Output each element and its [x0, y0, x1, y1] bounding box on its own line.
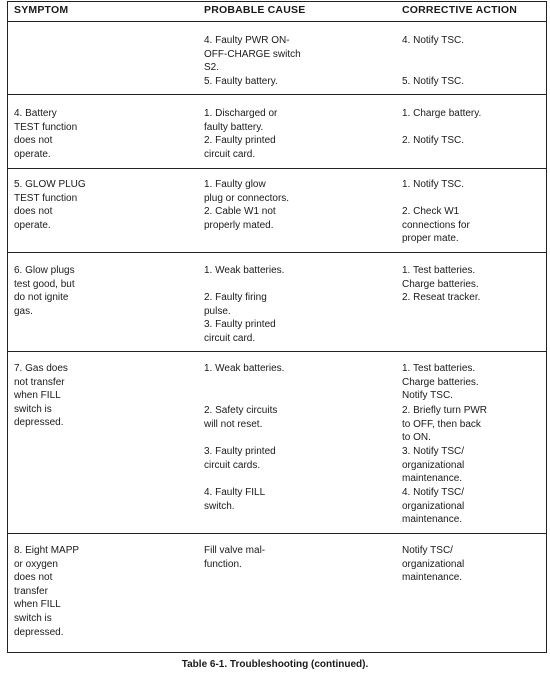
row-4-symptom: 7. Gas does not transfer when FILL switch is depressed.	[14, 363, 68, 429]
row-5-cause-1: Fill valve mal- function.	[204, 545, 266, 570]
row-3-action-1: 1. Test batteries. Charge batteries.	[402, 265, 479, 290]
row-2-action-2: 2. Check W1 connections for proper mate.	[402, 206, 470, 245]
header-symptom: SYMPTOM	[14, 4, 69, 16]
row-4-cause-4: 4. Faulty FILL switch.	[204, 487, 266, 512]
row-1-cause-1: 1. Discharged or faulty battery.	[204, 108, 278, 133]
row-3-cause-3: 3. Faulty printed circuit card.	[204, 319, 276, 344]
row-4-cause-2: 2. Safety circuits will not reset.	[204, 405, 278, 430]
row-3-symptom: 6. Glow plugs test good, but do not ignite gas.	[14, 265, 75, 317]
row-0-cause-1: 4. Faulty PWR ON- OFF-CHARGE switch S2.	[204, 35, 301, 74]
row-divider	[7, 533, 547, 534]
row-2-cause-2: 2. Cable W1 not properly mated.	[204, 206, 276, 231]
row-divider	[7, 168, 547, 169]
row-0-action-1: 4. Notify TSC.	[402, 35, 465, 46]
row-2-symptom: 5. GLOW PLUG TEST function does not operate.	[14, 179, 86, 231]
row-3-cause-1: 1. Weak batteries.	[204, 265, 285, 276]
header-corrective-action: CORRECTIVE ACTION	[402, 4, 518, 16]
row-4-action-1: 1. Test batteries. Charge batteries. Notify TSC.	[402, 363, 479, 402]
header-probable-cause: PROBABLE CAUSE	[204, 4, 306, 16]
row-0-cause-2: 5. Faulty battery.	[204, 76, 278, 87]
row-1-symptom: 4. Battery TEST function does not operate.	[14, 108, 78, 160]
row-4-action-2: 2. Briefly turn PWR to OFF, then back to ON.	[402, 405, 488, 444]
row-3-cause-2: 2. Faulty firing pulse.	[204, 292, 267, 317]
row-divider	[7, 252, 547, 253]
row-2-action-1: 1. Notify TSC.	[402, 179, 465, 190]
row-divider	[7, 351, 547, 352]
row-4-action-3: 3. Notify TSC/ organizational maintenance.	[402, 446, 465, 485]
row-3-action-2: 2. Reseat tracker.	[402, 292, 481, 303]
row-5-symptom: 8. Eight MAPP or oxygen does not transfer when FILL switch is depressed.	[14, 545, 80, 638]
row-4-cause-3: 3. Faulty printed circuit cards.	[204, 446, 276, 471]
row-2-cause-1: 1. Faulty glow plug or connectors.	[204, 179, 290, 204]
row-divider	[7, 94, 547, 95]
row-0-action-2: 5. Notify TSC.	[402, 76, 465, 87]
row-5-action-1: Notify TSC/ organizational maintenance.	[402, 545, 465, 584]
row-4-cause-1: 1. Weak batteries.	[204, 363, 285, 374]
row-4-action-4: 4. Notify TSC/ organizational maintenance.	[402, 487, 465, 526]
row-1-action-1: 1. Charge battery.	[402, 108, 482, 119]
table-caption: Table 6-1. Troubleshooting (continued).	[181, 659, 369, 670]
row-1-cause-2: 2. Faulty printed circuit card.	[204, 135, 276, 160]
row-1-action-2: 2. Notify TSC.	[402, 135, 465, 146]
